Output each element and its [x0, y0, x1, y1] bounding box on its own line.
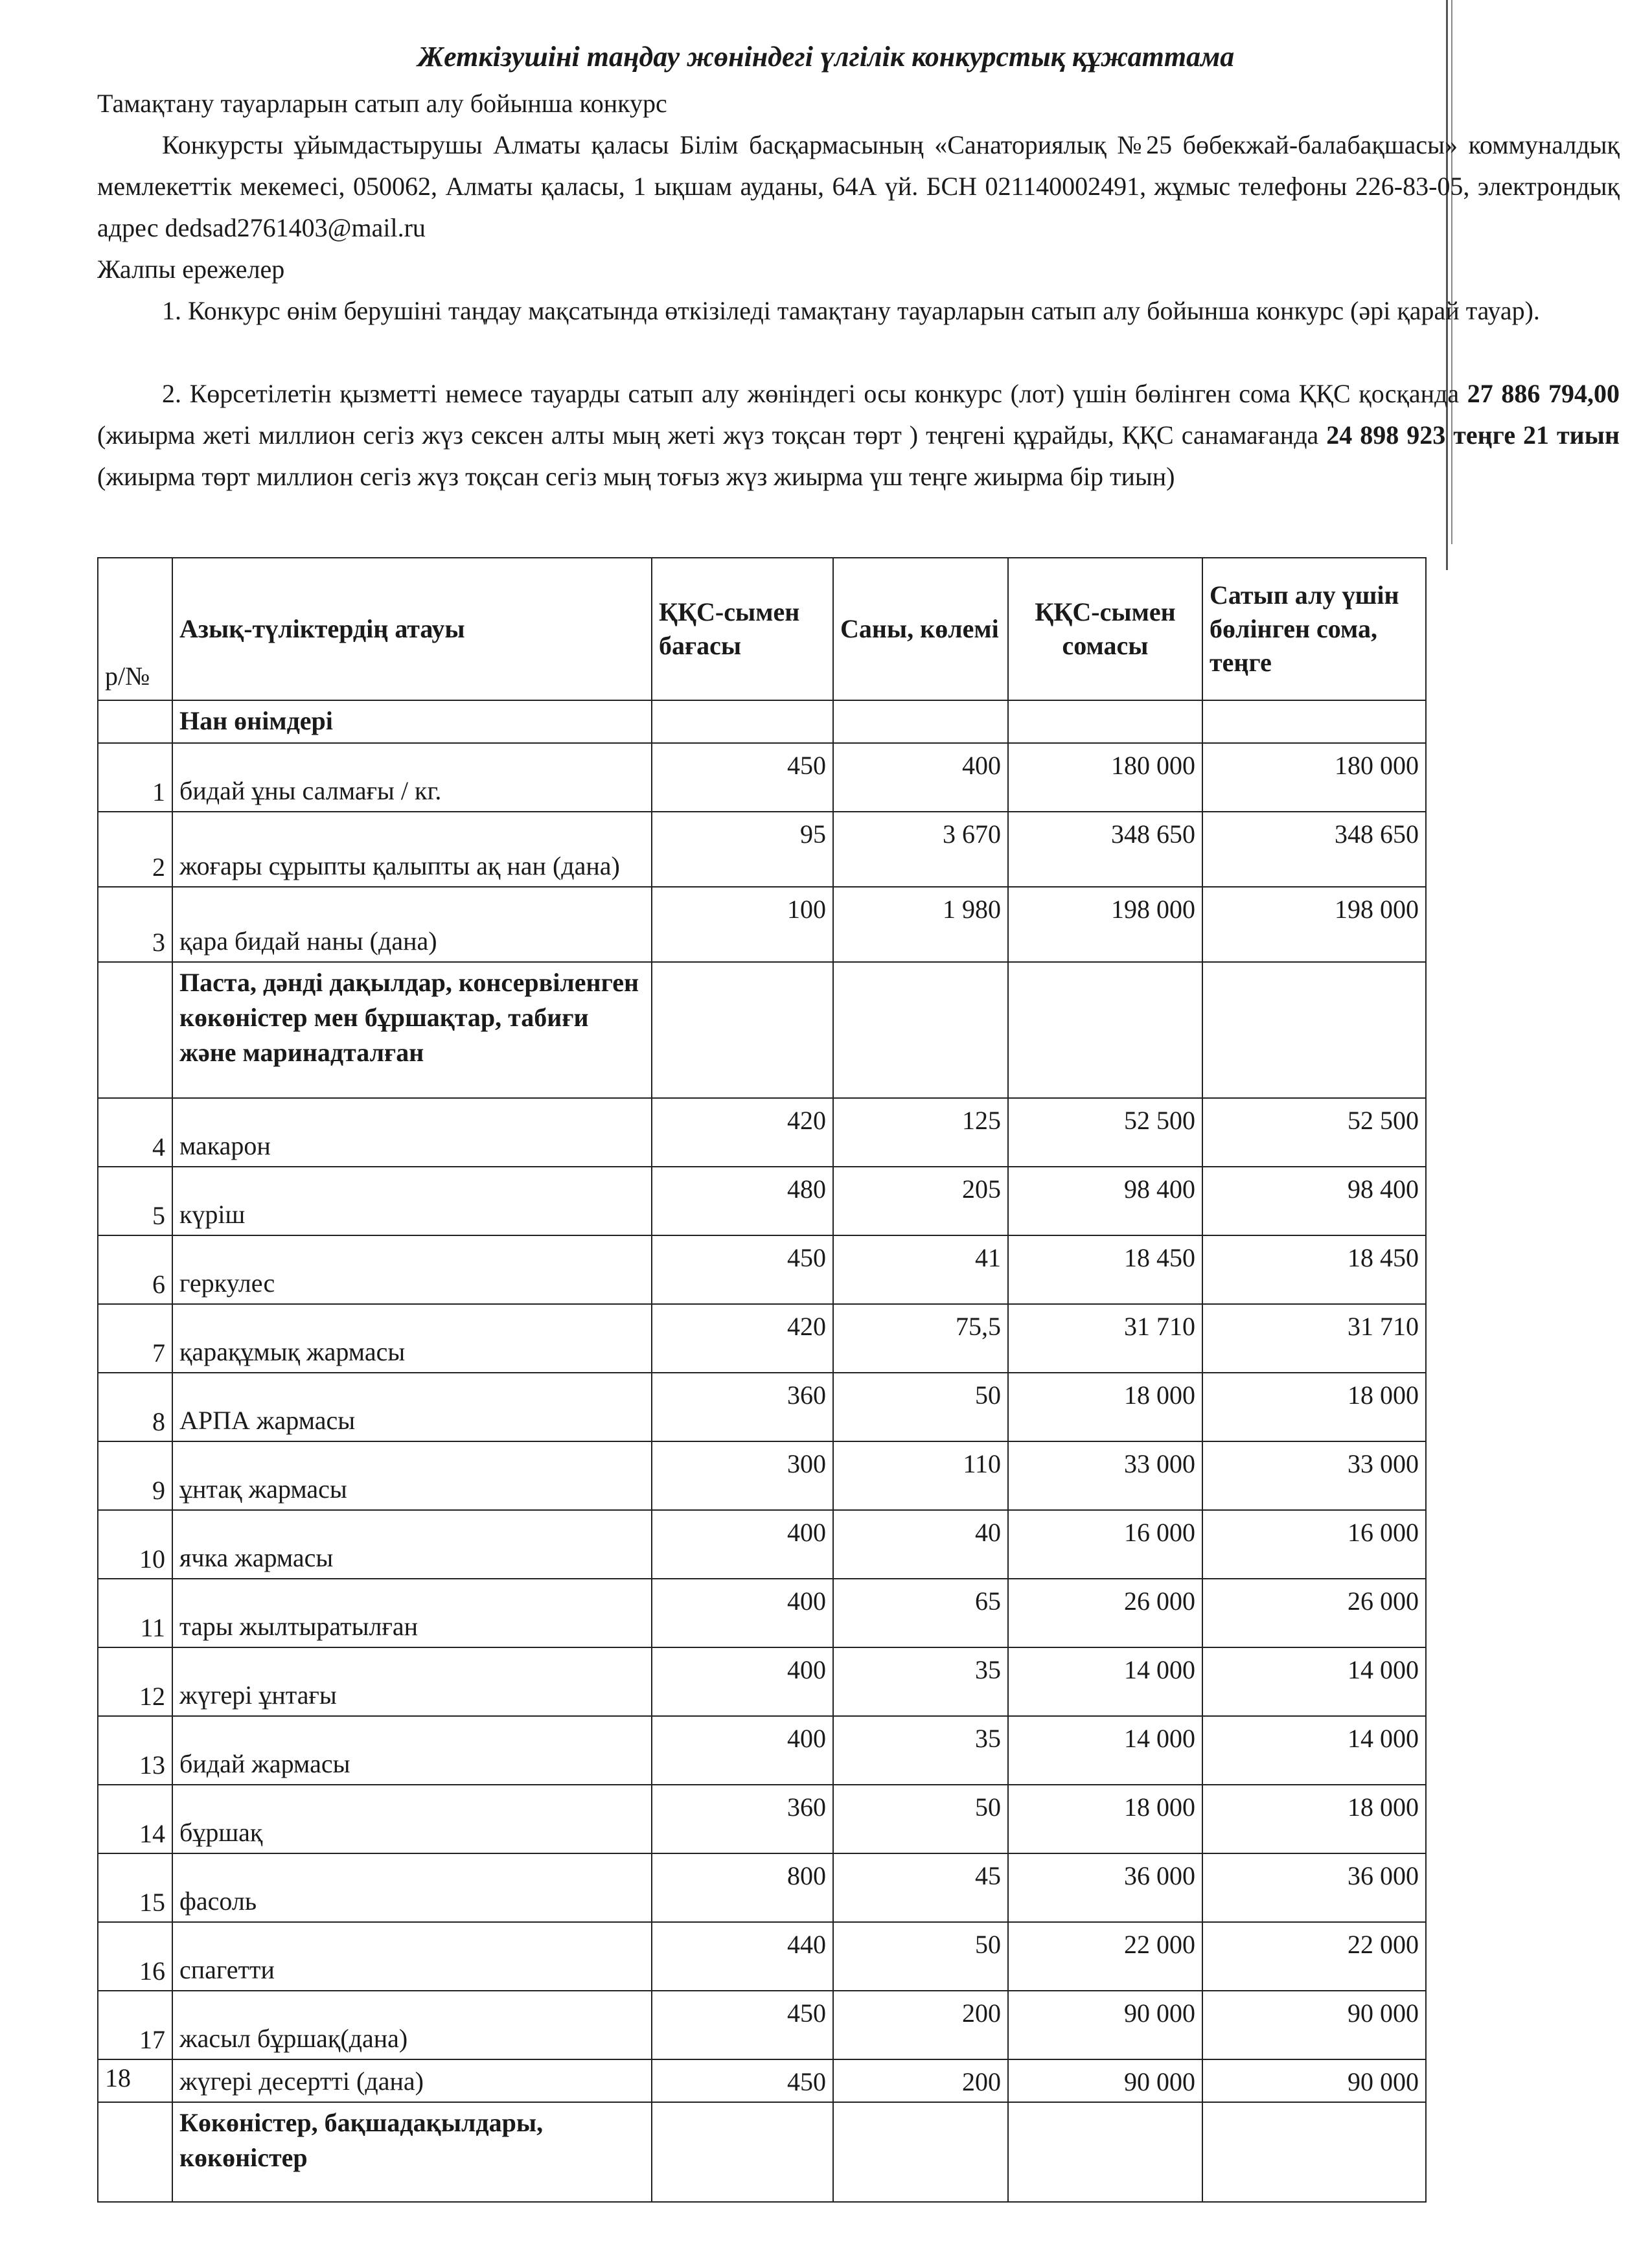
- quantity-cell: 50: [833, 1785, 1008, 1853]
- price-cell: 360: [652, 1785, 833, 1853]
- row-number: 5: [98, 1167, 172, 1235]
- quantity-cell: 3 670: [833, 812, 1008, 887]
- sum-cell: [1008, 2102, 1202, 2202]
- table-row: [98, 1647, 1426, 1716]
- table-row: [98, 1510, 1426, 1579]
- product-name: жасыл бұршақ(дана): [172, 1991, 652, 2059]
- allocated-cell: 90 000: [1202, 2059, 1426, 2102]
- table-row: [98, 2059, 1426, 2102]
- sum-cell: 18 000: [1008, 1373, 1202, 1441]
- table-row: [98, 1991, 1426, 2059]
- table-row: [98, 1579, 1426, 1647]
- row-number: 1: [98, 743, 172, 812]
- row-number: 2: [98, 812, 172, 887]
- sum-cell: 18 000: [1008, 1785, 1202, 1853]
- product-name: күріш: [172, 1167, 652, 1235]
- allocated-cell: 348 650: [1202, 812, 1426, 887]
- allocated-cell: 22 000: [1202, 1922, 1426, 1991]
- point-2-text-b: (жиырма жеті миллион сегіз жүз сексен алты мың жеті жүз тоқсан төрт ) теңгені құрайды, ҚҚС санамағанда: [97, 420, 1327, 450]
- price-cell: [652, 962, 833, 1098]
- allocated-cell: [1202, 962, 1426, 1098]
- document-title: Жеткізушіні таңдау жөніндегі үлгілік конкурстық құжаттама: [417, 41, 1235, 73]
- sum-cell: 348 650: [1008, 812, 1202, 887]
- sum-cell: 14 000: [1008, 1716, 1202, 1785]
- quantity-cell: 125: [833, 1098, 1008, 1167]
- general-provisions-heading: Жалпы ережелер: [97, 255, 285, 284]
- product-name: жүгері десерттi (дана): [172, 2059, 652, 2102]
- header-price: ҚҚС-сымен бағасы: [652, 558, 833, 700]
- quantity-cell: 200: [833, 2059, 1008, 2102]
- sum-cell: 18 450: [1008, 1235, 1202, 1304]
- quantity-cell: [833, 2102, 1008, 2202]
- sum-cell: 52 500: [1008, 1098, 1202, 1167]
- row-number: 10: [98, 1510, 172, 1579]
- price-cell: 400: [652, 1647, 833, 1716]
- price-cell: 300: [652, 1441, 833, 1510]
- organizer-paragraph: [97, 124, 1620, 249]
- row-number: 3: [98, 887, 172, 962]
- category-row: [98, 2102, 1426, 2202]
- table-row: [98, 1922, 1426, 1991]
- allocated-cell: 18 000: [1202, 1373, 1426, 1441]
- product-name: жүгері ұнтағы: [172, 1647, 652, 1716]
- quantity-cell: 50: [833, 1922, 1008, 1991]
- price-cell: 450: [652, 1991, 833, 2059]
- document-subtitle: Тамақтану тауарларын сатып алу бойынша конкурс: [97, 89, 667, 118]
- row-number: 12: [98, 1647, 172, 1716]
- amount-with-vat: 27 886 794,00: [1467, 379, 1620, 408]
- row-number: 17: [98, 1991, 172, 2059]
- quantity-cell: 50: [833, 1373, 1008, 1441]
- allocated-cell: 16 000: [1202, 1510, 1426, 1579]
- point-2-text-c: (жиырма төрт миллион сегіз жүз тоқсан сегіз мың тоғыз жүз жиырма үш теңге жиырма бір тиын): [97, 462, 1175, 491]
- sum-cell: 26 000: [1008, 1579, 1202, 1647]
- point-2-paragraph: [97, 373, 1620, 498]
- allocated-cell: 33 000: [1202, 1441, 1426, 1510]
- product-name: жоғары сұрыпты қалыпты ақ нан (дана): [172, 812, 652, 887]
- point-1-text: 1. Конкурс өнім берушіні таңдау мақсатында өткізіледі тамақтану тауарларын сатып алу бойынша конкурс (әрі қарай тауар).: [162, 296, 1540, 325]
- table-row: [98, 887, 1426, 962]
- row-number: 6: [98, 1235, 172, 1304]
- header-sum: ҚҚС-сымен сомасы: [1008, 558, 1202, 700]
- category-row: [98, 962, 1426, 1098]
- allocated-cell: 18 450: [1202, 1235, 1426, 1304]
- price-cell: 400: [652, 1510, 833, 1579]
- table-row: [98, 1373, 1426, 1441]
- table-row: [98, 1235, 1426, 1304]
- price-cell: 440: [652, 1922, 833, 1991]
- quantity-cell: 40: [833, 1510, 1008, 1579]
- row-number: 16: [98, 1922, 172, 1991]
- row-number: 7: [98, 1304, 172, 1373]
- product-name: макарон: [172, 1098, 652, 1167]
- product-name: ячка жармасы: [172, 1510, 652, 1579]
- quantity-cell: 35: [833, 1647, 1008, 1716]
- product-name: Паста, дәнді дақылдар, консервіленген көкөністер мен бұршақтар, табиғи және маринадталған: [172, 962, 652, 1098]
- sum-cell: 180 000: [1008, 743, 1202, 812]
- price-cell: 420: [652, 1304, 833, 1373]
- table-row: [98, 743, 1426, 812]
- product-name: геркулес: [172, 1235, 652, 1304]
- row-number: 4: [98, 1098, 172, 1167]
- header-num: р/№: [98, 558, 172, 700]
- product-name: фасоль: [172, 1853, 652, 1922]
- allocated-cell: 26 000: [1202, 1579, 1426, 1647]
- product-name: АРПА жармасы: [172, 1373, 652, 1441]
- sum-cell: 98 400: [1008, 1167, 1202, 1235]
- sum-cell: 90 000: [1008, 1991, 1202, 2059]
- quantity-cell: 65: [833, 1579, 1008, 1647]
- product-name: бұршақ: [172, 1785, 652, 1853]
- sum-cell: 14 000: [1008, 1647, 1202, 1716]
- table-row: [98, 1853, 1426, 1922]
- sum-cell: 36 000: [1008, 1853, 1202, 1922]
- row-number: 18: [98, 2059, 172, 2102]
- product-name: спагетти: [172, 1922, 652, 1991]
- sum-cell: 16 000: [1008, 1510, 1202, 1579]
- row-number: 11: [98, 1579, 172, 1647]
- point-2-text-a: 2. Көрсетілетін қызметті немесе тауарды сатып алу жөніндегі осы конкурс (лот) үшін бөлінген сома ҚҚС қосқанда: [162, 379, 1467, 408]
- row-number: 14: [98, 1785, 172, 1853]
- allocated-cell: 198 000: [1202, 887, 1426, 962]
- row-number: [98, 2102, 172, 2202]
- table-row: [98, 1098, 1426, 1167]
- quantity-cell: 41: [833, 1235, 1008, 1304]
- price-cell: [652, 2102, 833, 2202]
- price-cell: 450: [652, 1235, 833, 1304]
- table-row: [98, 1716, 1426, 1785]
- allocated-cell: 18 000: [1202, 1785, 1426, 1853]
- allocated-cell: 36 000: [1202, 1853, 1426, 1922]
- quantity-cell: 75,5: [833, 1304, 1008, 1373]
- allocated-cell: 14 000: [1202, 1716, 1426, 1785]
- row-number: 15: [98, 1853, 172, 1922]
- quantity-cell: 45: [833, 1853, 1008, 1922]
- header-name: Азық-түліктердің атауы: [172, 558, 652, 700]
- row-number: [98, 962, 172, 1098]
- quantity-cell: 110: [833, 1441, 1008, 1510]
- table-row: [98, 1304, 1426, 1373]
- table-row: [98, 1441, 1426, 1510]
- category-row: [98, 700, 1426, 743]
- price-cell: 420: [652, 1098, 833, 1167]
- sum-cell: [1008, 700, 1202, 743]
- header-alloc: Сатып алу үшін бөлінген сома, теңге: [1202, 558, 1426, 700]
- amount-without-vat: 24 898 923 теңге 21 тиын: [1326, 420, 1620, 450]
- allocated-cell: [1202, 2102, 1426, 2202]
- allocated-cell: 98 400: [1202, 1167, 1426, 1235]
- product-name: бидай жармасы: [172, 1716, 652, 1785]
- header-qty: Саны, көлемі: [833, 558, 1008, 700]
- price-cell: 400: [652, 1579, 833, 1647]
- price-cell: 400: [652, 1716, 833, 1785]
- allocated-cell: 90 000: [1202, 1991, 1426, 2059]
- row-number: 13: [98, 1716, 172, 1785]
- price-cell: 800: [652, 1853, 833, 1922]
- sum-cell: 90 000: [1008, 2059, 1202, 2102]
- allocated-cell: 31 710: [1202, 1304, 1426, 1373]
- sum-cell: 31 710: [1008, 1304, 1202, 1373]
- products-table: [97, 557, 1427, 2203]
- organizer-text: Конкурсты ұйымдастырушы Алматы қаласы Білім басқармасының «Санаториялық №25 бөбекжай-балабақшасы» коммуналдық мемлекеттік мекемесі, 050062, Алматы қаласы, 1 ықшам ауданы, 64А үй. БСН 021140002491, жұмыс телефоны 226-83-05, электрондық адрес dedsad2761403@mail.ru: [97, 130, 1620, 242]
- sum-cell: 198 000: [1008, 887, 1202, 962]
- quantity-cell: 35: [833, 1716, 1008, 1785]
- product-name: бидай ұны салмағы / кг.: [172, 743, 652, 812]
- row-number: 9: [98, 1441, 172, 1510]
- table-row: [98, 812, 1426, 887]
- product-name: Көкөністер, бақшадақылдары, көкөністер: [172, 2102, 652, 2202]
- allocated-cell: [1202, 700, 1426, 743]
- price-cell: 95: [652, 812, 833, 887]
- product-name: тары жылтыратылған: [172, 1579, 652, 1647]
- sum-cell: 22 000: [1008, 1922, 1202, 1991]
- product-name: ұнтақ жармасы: [172, 1441, 652, 1510]
- quantity-cell: 205: [833, 1167, 1008, 1235]
- quantity-cell: 1 980: [833, 887, 1008, 962]
- quantity-cell: 400: [833, 743, 1008, 812]
- table-body: [98, 700, 1426, 2202]
- price-cell: 450: [652, 2059, 833, 2102]
- product-name: қара бидай наны (дана): [172, 887, 652, 962]
- allocated-cell: 180 000: [1202, 743, 1426, 812]
- table-row: [98, 1167, 1426, 1235]
- sum-cell: 33 000: [1008, 1441, 1202, 1510]
- price-cell: 450: [652, 743, 833, 812]
- table-row: [98, 1785, 1426, 1853]
- quantity-cell: 200: [833, 1991, 1008, 2059]
- price-cell: [652, 700, 833, 743]
- sum-cell: [1008, 962, 1202, 1098]
- row-number: [98, 700, 172, 743]
- allocated-cell: 14 000: [1202, 1647, 1426, 1716]
- product-name: Нан өнімдері: [172, 700, 652, 743]
- quantity-cell: [833, 962, 1008, 1098]
- table-header-row: [98, 558, 1426, 700]
- product-name: қарақұмық жармасы: [172, 1304, 652, 1373]
- allocated-cell: 52 500: [1202, 1098, 1426, 1167]
- price-cell: 480: [652, 1167, 833, 1235]
- point-1-paragraph: [97, 290, 1620, 332]
- price-cell: 100: [652, 887, 833, 962]
- quantity-cell: [833, 700, 1008, 743]
- row-number: 8: [98, 1373, 172, 1441]
- price-cell: 360: [652, 1373, 833, 1441]
